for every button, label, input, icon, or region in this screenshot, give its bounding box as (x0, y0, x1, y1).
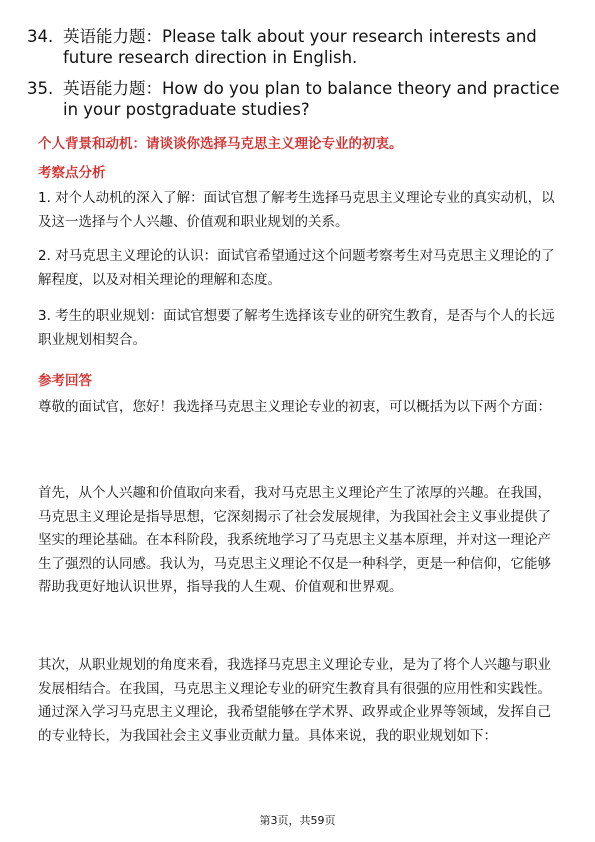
question-text: 英语能力题：Please talk about your research interests and future research direction in English. (63, 27, 537, 67)
question-34 (27, 26, 567, 68)
answer-paragraph: 尊敬的面试官，您好！我选择马克思主义理论专业的初衷，可以概括为以下两个方面： (38, 399, 551, 415)
question-35 (27, 78, 567, 120)
analysis-item: 2. 对马克思主义理论的认识：面试官希望通过这个问题考察考生对马克思主义理论的了解程度，以及对相关理论的理解和态度。 (38, 248, 555, 288)
question-text: 英语能力题：How do you plan to balance theory and practice in your postgraduate studies? (63, 79, 560, 119)
analysis-item: 3. 考生的职业规划：面试官想要了解考生选择该专业的研究生教育，是否与个人的长远职业规划相契合。 (38, 308, 555, 348)
page-footer: 第3页，共59页 (259, 814, 336, 827)
question-number: 34. (27, 27, 54, 46)
answer-paragraph: 其次，从职业规划的角度来看，我选择马克思主义理论专业，是为了将个人兴趣与职业发展相结合。在我国，马克思主义理论专业的研究生教育具有很强的应用性和实践性。通过深入学习马克思主义理论，我希望能够在学术界、政界或企业界等领域，发挥自己的专业特长，为我国社会主义事业贡献力量。具体来说，我的职业规划如下： (38, 657, 551, 744)
analysis-heading: 考察点分析 (38, 165, 106, 181)
answer-heading: 参考回答 (38, 373, 92, 389)
answer-paragraph: 首先，从个人兴趣和价值取向来看，我对马克思主义理论产生了浓厚的兴趣。在我国，马克思主义理论是指导思想，它深刻揭示了社会发展规律，为我国社会主义事业提供了坚实的理论基础。在本科阶段，我系统地学习了马克思主义基本原理，并对这一理论产生了强烈的认同感。我认为，马克思主义理论不仅是一种科学，更是一种信仰，它能够帮助我更好地认识世界，指导我的人生观、价值观和世界观。 (38, 485, 551, 595)
section-title: 个人背景和动机：请谈谈你选择马克思主义理论专业的初衷。 (38, 136, 403, 152)
question-number: 35. (27, 79, 54, 98)
analysis-item: 1. 对个人动机的深入了解：面试官想了解考生选择马克思主义理论专业的真实动机，以及这一选择与个人兴趣、价值观和职业规划的关系。 (38, 190, 555, 230)
